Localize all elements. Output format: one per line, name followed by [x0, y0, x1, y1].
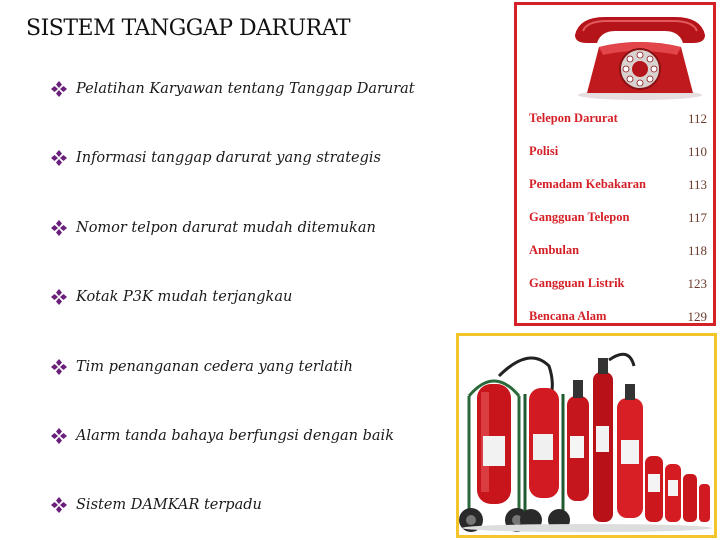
- table-row: [529, 307, 707, 326]
- emergency-numbers-panel: [514, 2, 716, 326]
- page-title: SISTEM TANGGAP DARURAT: [26, 16, 351, 41]
- red-rotary-telephone-icon: [565, 9, 715, 101]
- bullet-text: Informasi tanggap darurat yang strategis: [76, 150, 381, 166]
- bullet-item: [50, 149, 381, 167]
- bullet-text: Sistem DAMKAR terpadu: [76, 497, 262, 513]
- bullet-text: Nomor telpon darurat mudah ditemukan: [76, 220, 376, 236]
- service-number: 113: [687, 177, 707, 192]
- service-number: 112: [687, 111, 707, 126]
- bullet-item: [50, 80, 415, 98]
- bullet-item: [50, 427, 394, 445]
- fire-extinguishers-panel: [456, 333, 717, 538]
- service-name: Bencana Alam: [529, 309, 607, 323]
- bullet-item: [50, 219, 376, 237]
- diamond-bullet-icon: [50, 358, 68, 376]
- fire-extinguishers-image: [459, 336, 714, 535]
- diamond-bullet-icon: [50, 80, 68, 98]
- bullet-item: [50, 288, 292, 306]
- service-number: 117: [687, 210, 707, 225]
- bullet-item: [50, 358, 353, 376]
- service-name: Pemadam Kebakaran: [529, 177, 647, 191]
- service-name: Ambulan: [529, 243, 580, 257]
- table-row: [529, 241, 707, 263]
- table-row: [529, 142, 707, 164]
- service-number: 123: [687, 276, 707, 291]
- bullet-item: [50, 496, 262, 514]
- service-number: 129: [687, 309, 707, 324]
- diamond-bullet-icon: [50, 149, 68, 167]
- bullet-text: Pelatihan Karyawan tentang Tanggap Darurat: [76, 81, 415, 97]
- bullet-text: Kotak P3K mudah terjangkau: [76, 289, 293, 305]
- diamond-bullet-icon: [50, 427, 68, 445]
- service-name: Gangguan Listrik: [529, 276, 625, 290]
- table-row: [529, 208, 707, 230]
- diamond-bullet-icon: [50, 496, 68, 514]
- bullet-text: Alarm tanda bahaya berfungsi dengan baik: [76, 428, 394, 444]
- table-row: [529, 274, 707, 296]
- table-row: [529, 109, 707, 131]
- service-name: Polisi: [529, 144, 559, 158]
- diamond-bullet-icon: [50, 288, 68, 306]
- table-row: [529, 175, 707, 197]
- service-name: Gangguan Telepon: [529, 210, 630, 224]
- diamond-bullet-icon: [50, 219, 68, 237]
- service-number: 118: [687, 243, 707, 258]
- service-name: Telepon Darurat: [529, 111, 618, 125]
- bullet-text: Tim penanganan cedera yang terlatih: [76, 359, 353, 375]
- service-number: 110: [687, 144, 707, 159]
